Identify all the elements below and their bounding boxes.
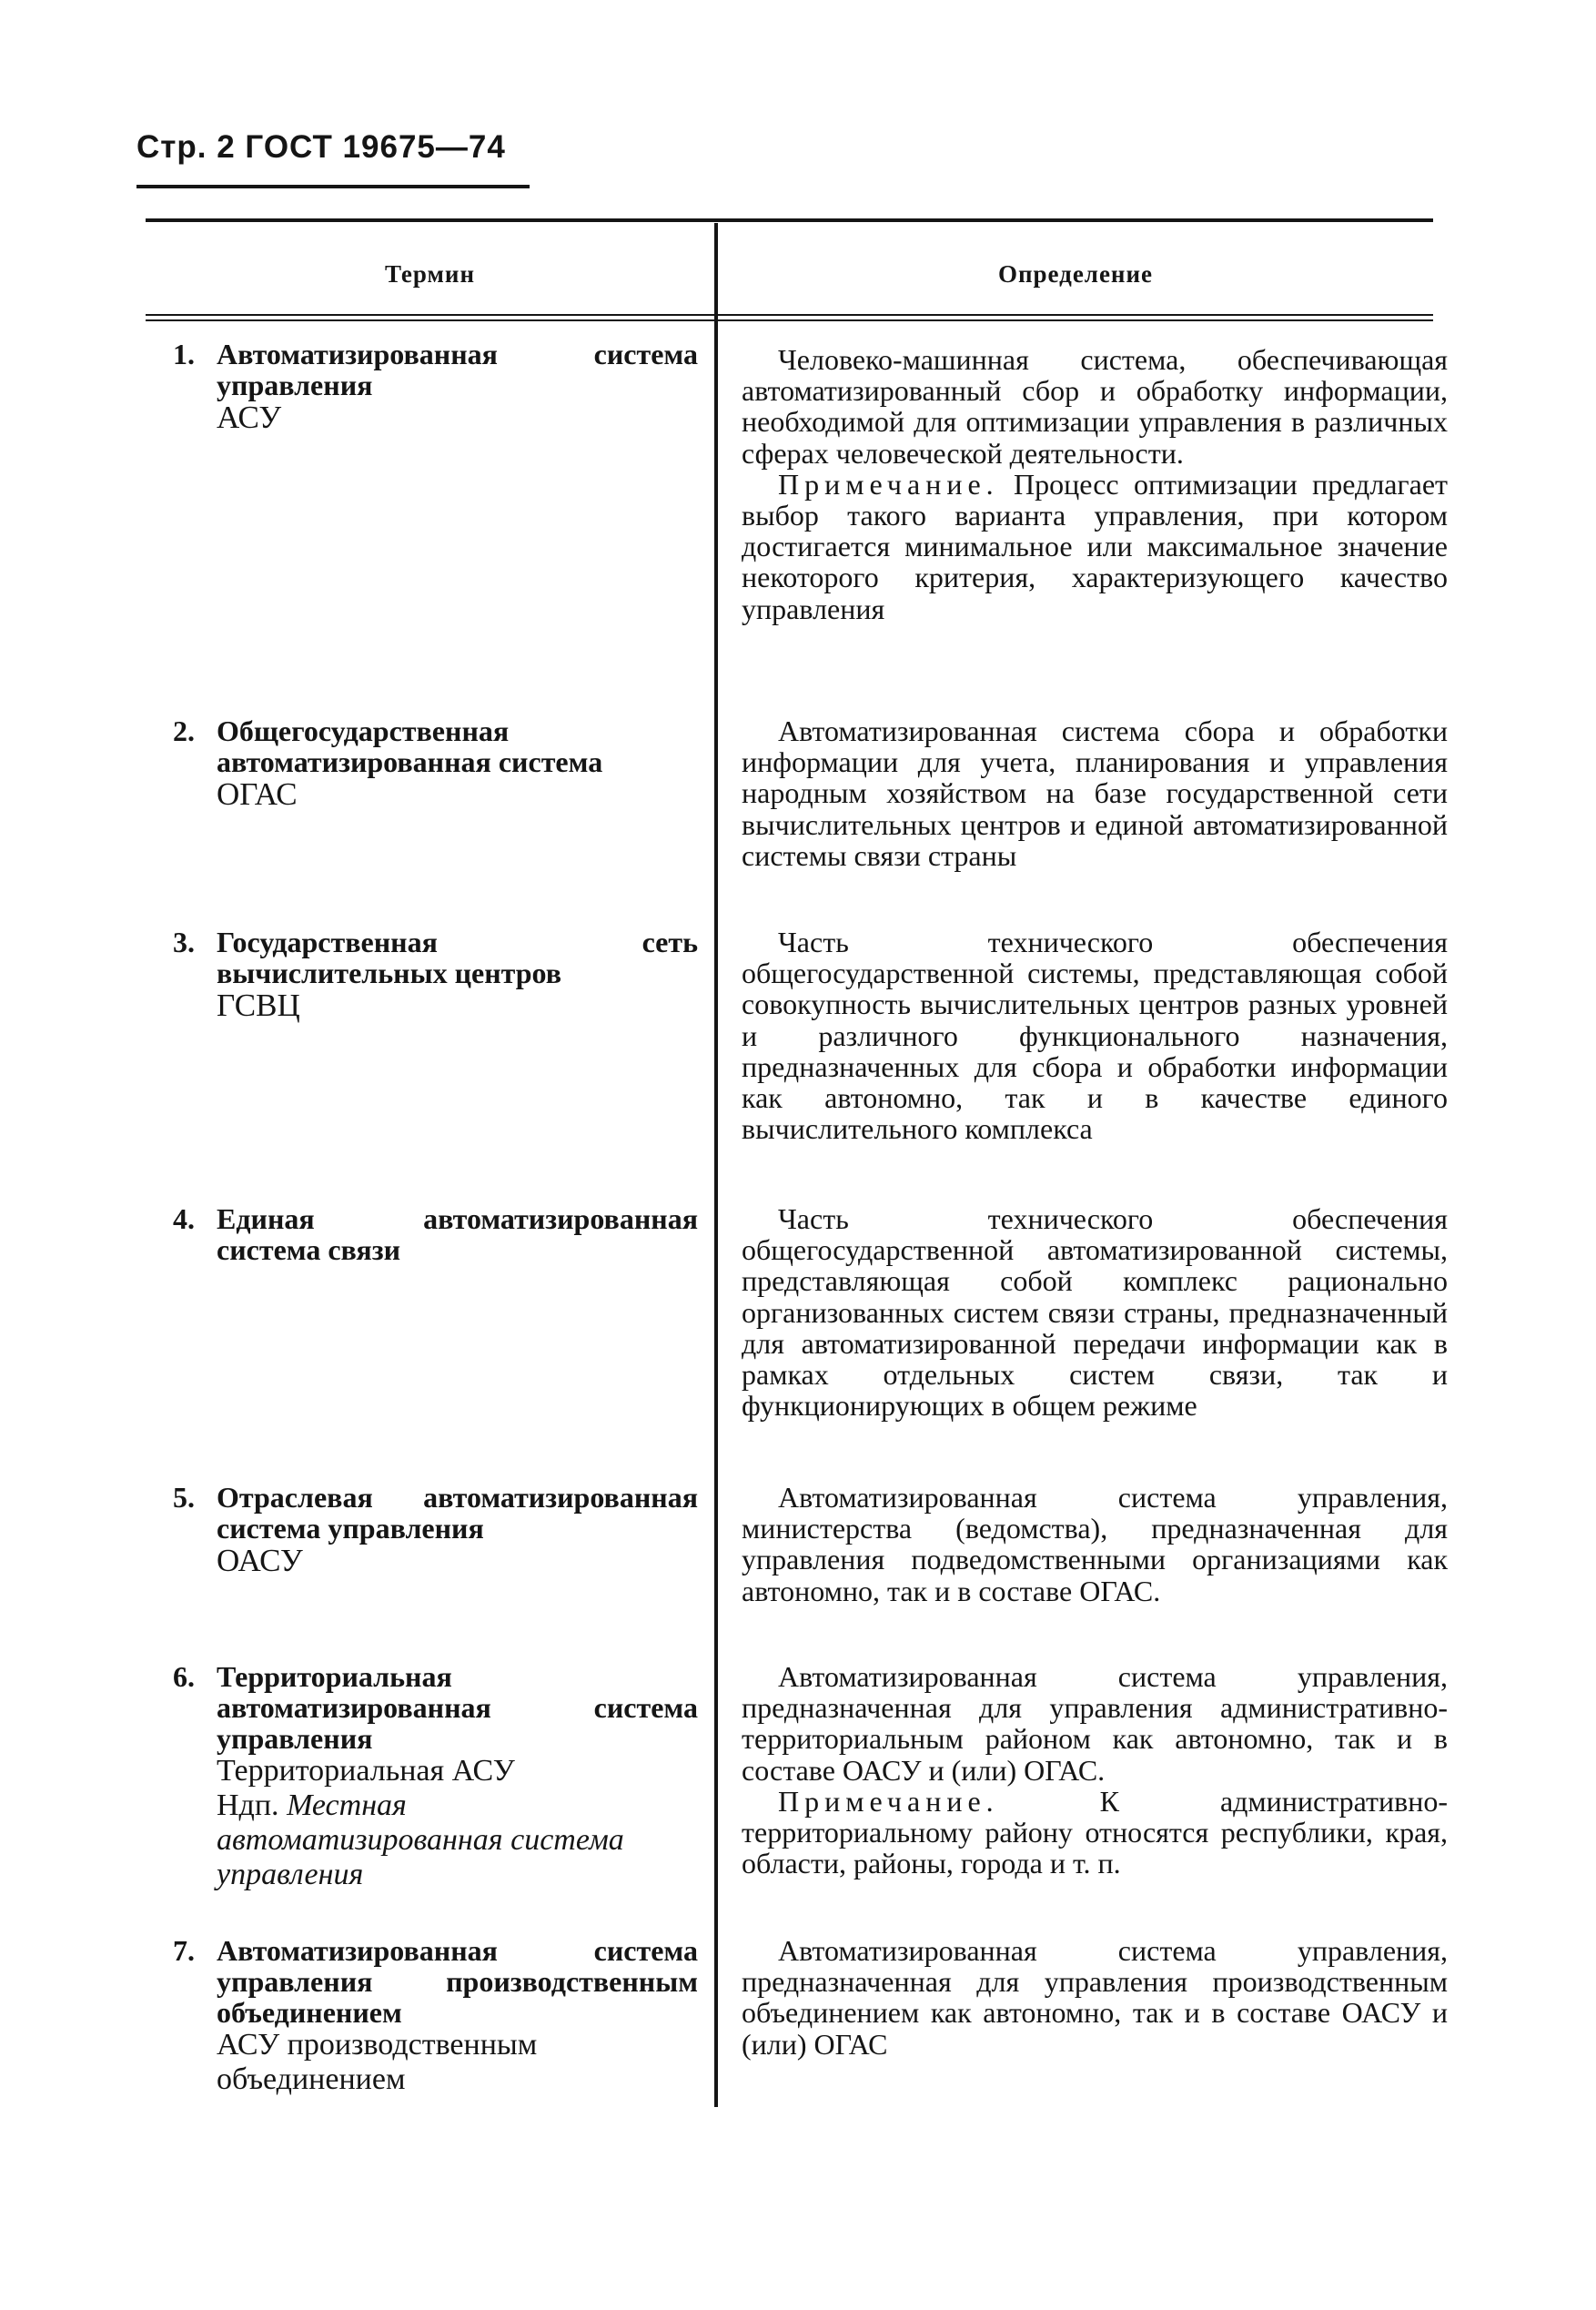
definition-text: Автоматизированная система управления, министерства (ведомства), предназначенная для управления подведомственными организациями как автономно, так и в составе ОГАС. (742, 1481, 1448, 1607)
definition-text: Часть технического обеспечения общегосударственной системы, представляющая собой совокупность вычислительных центров разных уровней и различного функционального назначения, предназначенных для сбора и обработки информации как автономно, так и в качестве единого вычислительного комплекса (742, 926, 1448, 1146)
term-abbreviation: АСУ (217, 400, 282, 435)
header-divider-rule (146, 314, 1433, 316)
term-name: Отраслевая автоматизированная система управления (217, 1481, 698, 1545)
term-abbreviation: АСУ производственным объединением (217, 2028, 538, 2096)
term-number: 5. (173, 1481, 195, 1514)
header-rule (136, 185, 530, 188)
term-row-2 (173, 715, 698, 812)
term-name: Автоматизированная система управления (217, 338, 698, 401)
definition-text: Человеко-машинная система, обеспечивающая автоматизированный сбор и обработку информации, необходимой для оптимизации управления в различных сферах человеческой деятельности. (742, 343, 1448, 470)
term-row-5 (173, 1482, 698, 1578)
term-abbreviation: Территориальная АСУ (217, 1754, 515, 1788)
term-name: Государственная сеть вычислительных центров (217, 926, 698, 989)
table-top-rule (146, 218, 1433, 222)
term-name: Территориальная автоматизированная система управления (217, 1660, 698, 1755)
page-header: Стр. 2 ГОСТ 19675—74 (136, 129, 506, 165)
definition-note (742, 469, 1448, 624)
ndp-value: Местная автоматизированная система управления (217, 1788, 624, 1891)
note-text: Процесс оптимизации предлагает выбор такого варианта управления, при котором достигается минимальное или максимальное значение некоторого критерия, характеризующего качество управления (742, 467, 1448, 625)
definition-row-5 (742, 1482, 1448, 1606)
definition-row-1 (742, 344, 1448, 624)
definition-text: Часть технического обеспечения общегосударственной автоматизированной системы, представляющая собой комплекс рационально организованных систем связи страны, предназначенный для автоматизированной передачи информации как в рамках отдельных систем связи, так и функционирующих в общем режиме (742, 1202, 1448, 1423)
definition-row-7 (742, 1935, 1448, 2060)
term-number: 7. (173, 1934, 195, 1967)
column-header-definition: Определение (997, 260, 1154, 288)
term-number: 2. (173, 714, 195, 747)
term-name: Общегосударственная автоматизированная система (217, 714, 603, 778)
term-number: 4. (173, 1202, 195, 1235)
term-name: Единая автоматизированная система связи (217, 1202, 698, 1266)
column-divider (714, 223, 718, 2107)
term-number: 1. (173, 338, 195, 370)
header-divider-rule-2 (146, 319, 1433, 321)
term-row-6 (173, 1661, 698, 1892)
definition-row-6 (742, 1661, 1448, 1879)
ndp-label: Ндп. (217, 1788, 279, 1822)
term-row-7 (173, 1935, 698, 2097)
definition-row-4 (742, 1203, 1448, 1421)
term-row-4 (173, 1203, 698, 1265)
term-number: 3. (173, 926, 195, 958)
note-label: Примечание. (778, 1784, 999, 1818)
definition-text: Автоматизированная система управления, предназначенная для управления производственным объединением как автономно, так и в составе ОАСУ и (или) ОГАС (742, 1934, 1448, 2061)
definition-row-2 (742, 715, 1448, 871)
term-abbreviation: ОГАС (217, 776, 298, 812)
note-label: Примечание. (778, 467, 999, 501)
term-abbreviation: ГСВЦ (217, 988, 300, 1023)
term-row-1 (173, 339, 698, 435)
term-not-recommended (217, 1788, 698, 1892)
note-text: К административно-территориальному району относятся республики, края, области, районы, города и т. п. (742, 1784, 1448, 1880)
term-number: 6. (173, 1660, 195, 1693)
column-header-term: Термин (384, 260, 476, 288)
definition-text: Автоматизированная система сбора и обработки информации для учета, планирования и управления народным хозяйством на базе государственной сети вычислительных центров и единой автоматизированной системы связи страны (742, 714, 1448, 872)
definition-note (742, 1786, 1448, 1879)
term-name: Автоматизированная система управления производственным объединением (217, 1934, 698, 2029)
definition-text: Автоматизированная система управления, предназначенная для управления административно-территориальным районом как автономно, так и в составе ОАСУ и (или) ОГАС. (742, 1660, 1448, 1787)
term-abbreviation: ОАСУ (217, 1543, 303, 1578)
definition-row-3 (742, 927, 1448, 1144)
term-row-3 (173, 927, 698, 1023)
